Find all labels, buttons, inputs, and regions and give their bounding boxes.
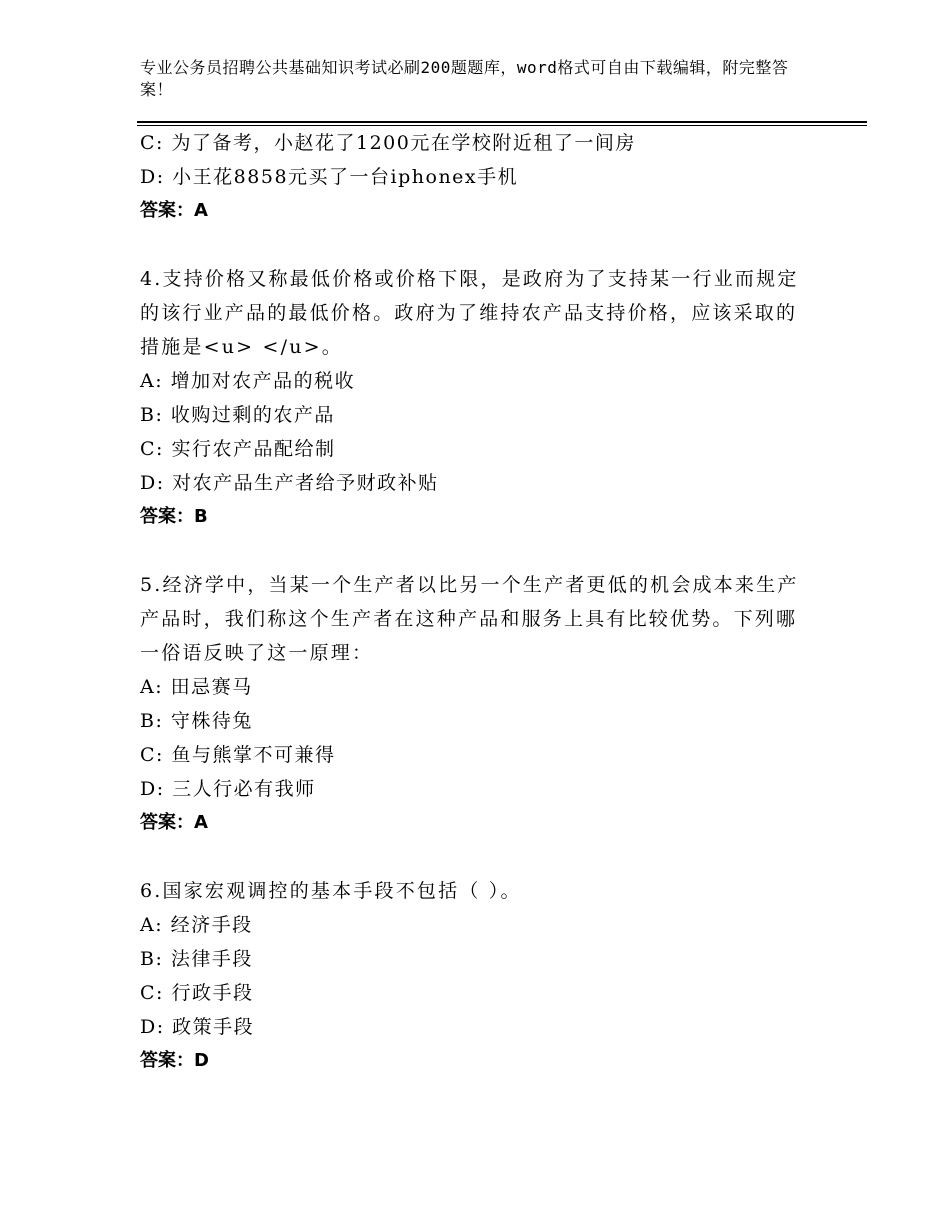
question-stem: 5.经济学中，当某一个生产者以比另一个生产者更低的机会成本来生产产品时，我们称这个生产者在这种产品和服务上具有比较优势。下列哪一俗语反映了这一原理： bbox=[140, 574, 799, 664]
question-4 bbox=[140, 262, 810, 534]
option-b: B: 收购过剩的农产品 bbox=[140, 404, 335, 426]
option-d: D: 三人行必有我师 bbox=[140, 778, 316, 800]
question-stem: 6.国家宏观调控的基本手段不包括（ ）。 bbox=[140, 880, 522, 902]
option-a: A: 田忌赛马 bbox=[140, 676, 253, 698]
spacer bbox=[140, 534, 810, 568]
question-5 bbox=[140, 568, 810, 840]
option-c: C: 实行农产品配给制 bbox=[140, 438, 336, 460]
question-3-fragment bbox=[140, 126, 810, 228]
option-b: B: 法律手段 bbox=[140, 948, 253, 970]
answer-label: 答案：D bbox=[140, 1050, 209, 1071]
option-d: D: 小王花8858元买了一台iphonex手机 bbox=[140, 166, 519, 188]
option-d: D: 政策手段 bbox=[140, 1016, 255, 1038]
answer-label: 答案：A bbox=[140, 200, 208, 221]
option-a: A: 增加对农产品的税收 bbox=[140, 370, 356, 392]
option-c: C: 行政手段 bbox=[140, 982, 254, 1004]
option-c: C: 为了备考，小赵花了1200元在学校附近租了一间房 bbox=[140, 132, 636, 154]
page-header: 专业公务员招聘公共基础知识考试必刷200题题库，word格式可自由下载编辑，附完整答案！ bbox=[140, 58, 789, 99]
spacer bbox=[140, 840, 810, 874]
answer-label: 答案：A bbox=[140, 812, 208, 833]
option-b: B: 守株待兔 bbox=[140, 710, 253, 732]
option-c: C: 鱼与熊掌不可兼得 bbox=[140, 744, 336, 766]
answer-label: 答案：B bbox=[140, 506, 208, 527]
question-content bbox=[140, 126, 810, 1078]
header-rule-thick bbox=[137, 121, 867, 123]
question-6 bbox=[140, 874, 810, 1078]
option-a: A: 经济手段 bbox=[140, 914, 253, 936]
option-d: D: 对农产品生产者给予财政补贴 bbox=[140, 472, 439, 494]
spacer bbox=[140, 228, 810, 262]
question-stem: 4.支持价格又称最低价格或价格下限，是政府为了支持某一行业而规定的该行业产品的最低价格。政府为了维持农产品支持价格，应该采取的措施是<u> </u>。 bbox=[140, 268, 799, 358]
